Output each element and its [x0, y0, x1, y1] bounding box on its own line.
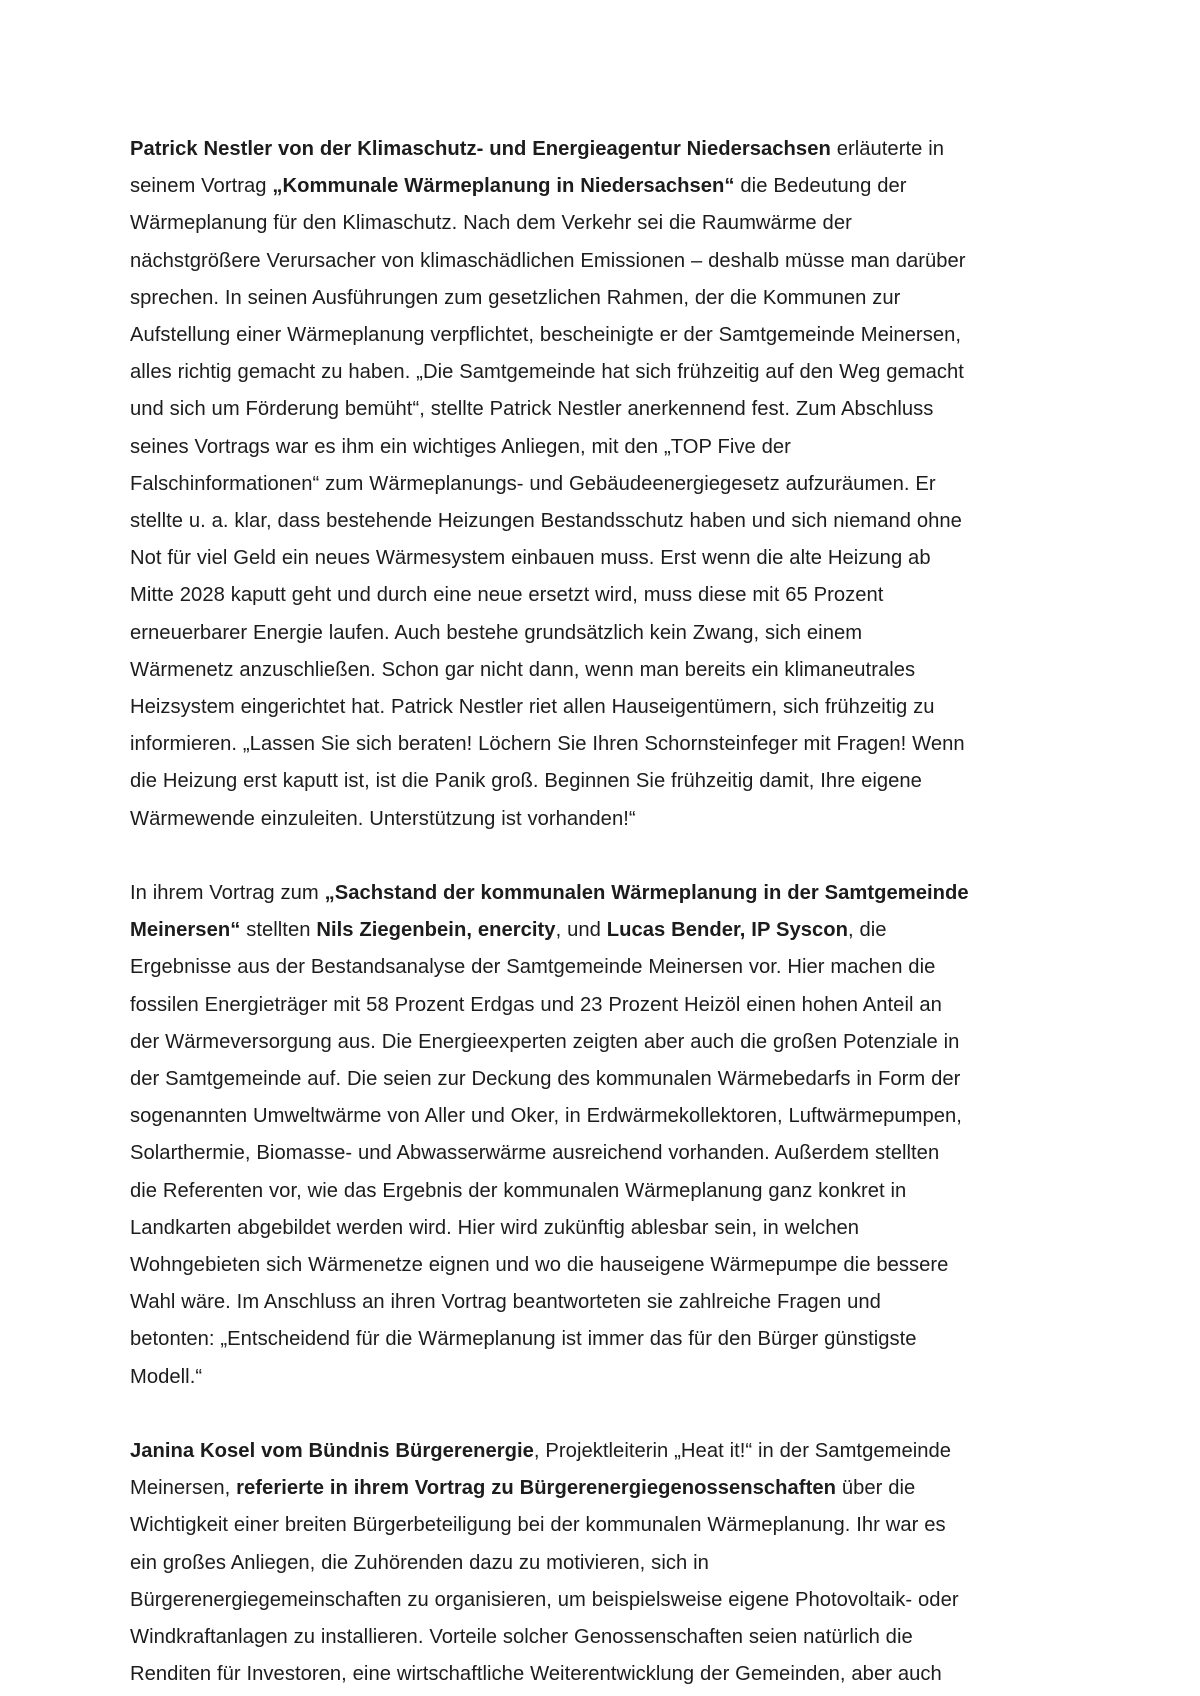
paragraph-nestler-run-2: „Kommunale Wärmeplanung in Niedersachsen“ [272, 175, 735, 198]
paragraph-nestler-run-0: Patrick Nestler von der Klimaschutz- und Energieagentur Niedersachsen [130, 138, 831, 160]
paragraph-sachstand [130, 875, 975, 1396]
paragraph-kosel-run-0: Janina Kosel vom Bündnis Bürgerenergie [130, 1440, 534, 1463]
paragraph-nestler [130, 131, 970, 838]
paragraph-sachstand-run-5: Lucas Bender, IP Syscon [606, 919, 848, 942]
paragraph-sachstand-run-6: , die Ergebnisse aus der Bestandsanalyse der Samtgemeinde Meinersen vor. Hier machen die fossilen Energieträger mit 58 Prozent Erdgas und 23 Prozent Heizöl einen hohen Anteil an der Wärmeversorgung aus. Die Energieexperten zeigten aber auch die großen Potenziale in der Samtgemeinde auf. Die seien zur Deckung des kommunalen Wärmebedarfs in Form der sogenannten Umweltwärme von Aller und Oker, in Erdwärmekollektoren, Luftwärmepumpen, Solarthermie, Biomasse- und Abwasserwärme ausreichend vorhanden. Außerdem stellten die Referenten vor, wie das Ergebnis der kommunalen Wärmeplanung ganz konkret in Landkarten abgebildet werden wird. Hier wird zukünftig ablesbar sein, in welchen Wohngebieten sich Wärmenetze eignen und wo die hauseigene Wärmepumpe die bessere Wahl wäre. Im Anschluss an ihren Vortrag beantworteten sie zahlreiche Fragen und betonten: „Entscheidend für die Wärmeplanung ist immer das für den Bürger günstigste Modell.“ [130, 919, 968, 1388]
paragraph-sachstand-run-3: Nils Ziegenbein, enercity [316, 919, 556, 942]
paragraph-kosel-run-1: , Projektleiterin „Heat it!“ in der Samtgemeinde Meinersen, [130, 1440, 957, 1500]
paragraph-nestler-run-1: erläuterte in seinem Vortrag [130, 138, 950, 198]
paragraph-sachstand-run-1: „Sachstand der kommunalen Wärmeplanung in der Samtgemeinde Meinersen“ [130, 882, 975, 942]
paragraph-sachstand-run-4: , und [555, 919, 607, 942]
paragraph-nestler-run-3: die Bedeutung der Wärmeplanung für den Klimaschutz. Nach dem Verkehr sei die Raumwärme der nächstgrößere Verursacher von klimaschädlichen Emissionen – deshalb müsse man darüber sprechen. In seinen Ausführungen zum gesetzlichen Rahmen, der die Kommunen zur Aufstellung einer Wärmeplanung verpflichtet, bescheinigte er der Samtgemeinde Meinersen, alles richtig gemacht zu haben. „Die Samtgemeinde hat sich frühzeitig auf den Weg gemacht und sich um Förderung bemüht“, stellte Patrick Nestler anerkennend fest. Zum Abschluss seines Vortrags war es ihm ein wichtiges Anliegen, mit den „TOP Five der Falschinformationen“ zum Wärmeplanungs- und Gebäudeenergiegesetz aufzuräumen. Er stellte u. a. klar, dass bestehende Heizungen Bestandsschutz haben und sich niemand ohne Not für viel Geld ein neues Wärmesystem einbauen muss. Erst wenn die alte Heizung ab Mitte 2028 kaputt geht und durch eine neue ersetzt wird, muss diese mit 65 Prozent erneuerbarer Energie laufen. Auch bestehe grundsätzlich kein Zwang, sich einem Wärmenetz anzuschließen. Schon gar nicht dann, wenn man bereits ein klimaneutrales Heizsystem eingerichtet hat. Patrick Nestler riet allen Hauseigentümern, sich frühzeitig zu informieren. „Lassen Sie sich beraten! Löchern Sie Ihren Schornsteinfeger mit Fragen! Wenn die Heizung erst kaputt ist, ist die Panik groß. Beginnen Sie frühzeitig damit, Ihre eigene Wärmewende einzuleiten. Unterstützung ist vorhanden!“ [130, 175, 972, 830]
document-text-body [130, 131, 975, 1694]
paragraph-sachstand-run-0: In ihrem Vortrag zum [130, 882, 325, 905]
paragraph-kosel-run-2: referierte in ihrem Vortrag zu Bürgerenergiegenossenschaften [236, 1477, 836, 1500]
paragraph-sachstand-run-2: stellten [240, 919, 317, 942]
paragraph-kosel-run-3: über die Wichtigkeit einer breiten Bürgerbeteiligung bei der kommunalen Wärmeplanung. Ihr war es ein großes Anliegen, die Zuhörenden dazu zu motivieren, sich in Bürgerenergiegemeinschaften zu organisieren, um beispielsweise eigene Photovoltaik- oder Windkraftanlagen zu installieren. Vorteile solcher Genossenschaften seien natürlich die Renditen für Investoren, eine wirtschaftliche Weiterentwicklung der Gemeinden, aber auch [130, 1477, 965, 1686]
paragraph-kosel [130, 1433, 970, 1693]
